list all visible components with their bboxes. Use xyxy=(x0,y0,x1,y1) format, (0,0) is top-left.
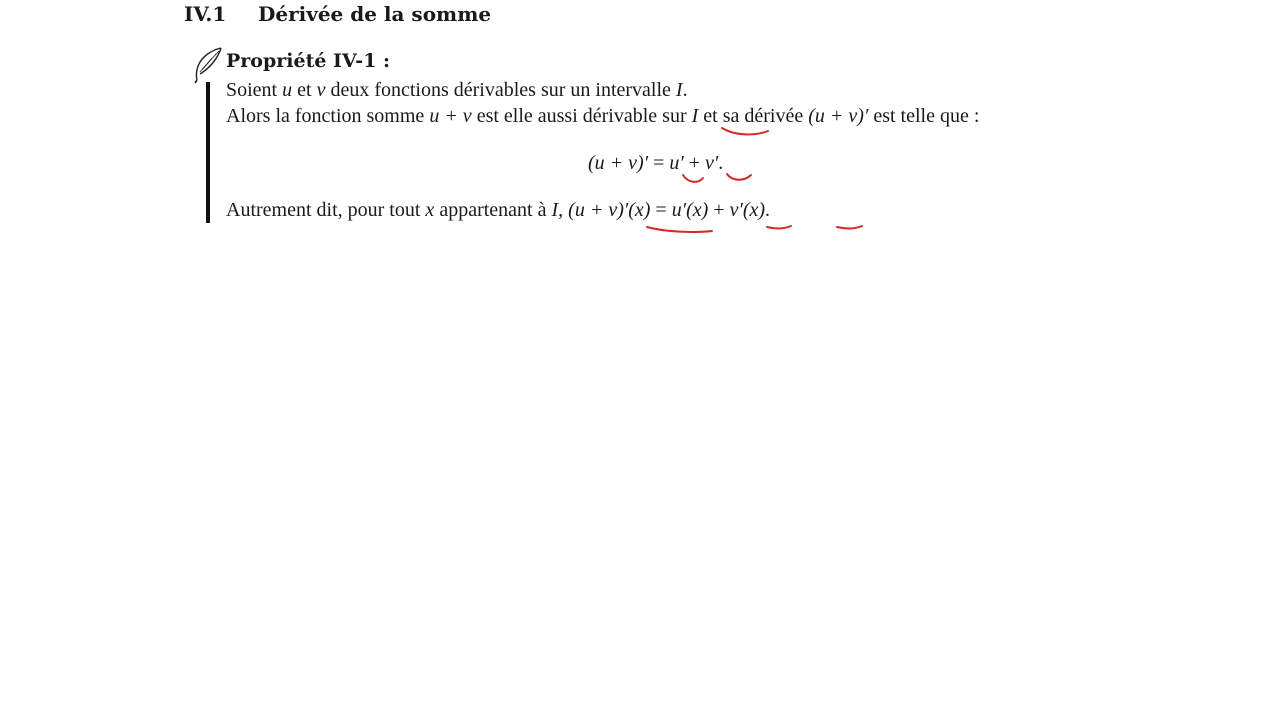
underline-v-prime-x xyxy=(837,226,862,228)
property-line-2: Alors la fonction somme u + v est elle aussi dérivable sur I et sa dérivée (u + v)′ est telle que : xyxy=(226,105,980,127)
property-line-1: Soient u et v deux fonctions dérivables sur un intervalle I. xyxy=(226,79,688,101)
underline-u-plus-v-prime-x xyxy=(647,227,712,232)
underline-v-prime xyxy=(727,174,751,180)
property-border xyxy=(206,82,210,223)
underline-sur-I xyxy=(722,128,768,134)
property-line-4: Autrement dit, pour tout x appartenant à I, (u + v)′(x) = u′(x) + v′(x). xyxy=(226,199,771,221)
section-title: Dérivée de la somme xyxy=(258,2,492,26)
quill-icon xyxy=(192,46,224,84)
section-number: IV.1 xyxy=(184,2,227,26)
section-heading xyxy=(184,2,491,26)
property-title: Propriété IV-1 : xyxy=(226,50,391,72)
underline-u-prime-x xyxy=(767,226,791,228)
underline-u-prime xyxy=(683,175,703,182)
derivative-sum-formula: (u + v)′ = u′ + v′. xyxy=(588,152,724,174)
